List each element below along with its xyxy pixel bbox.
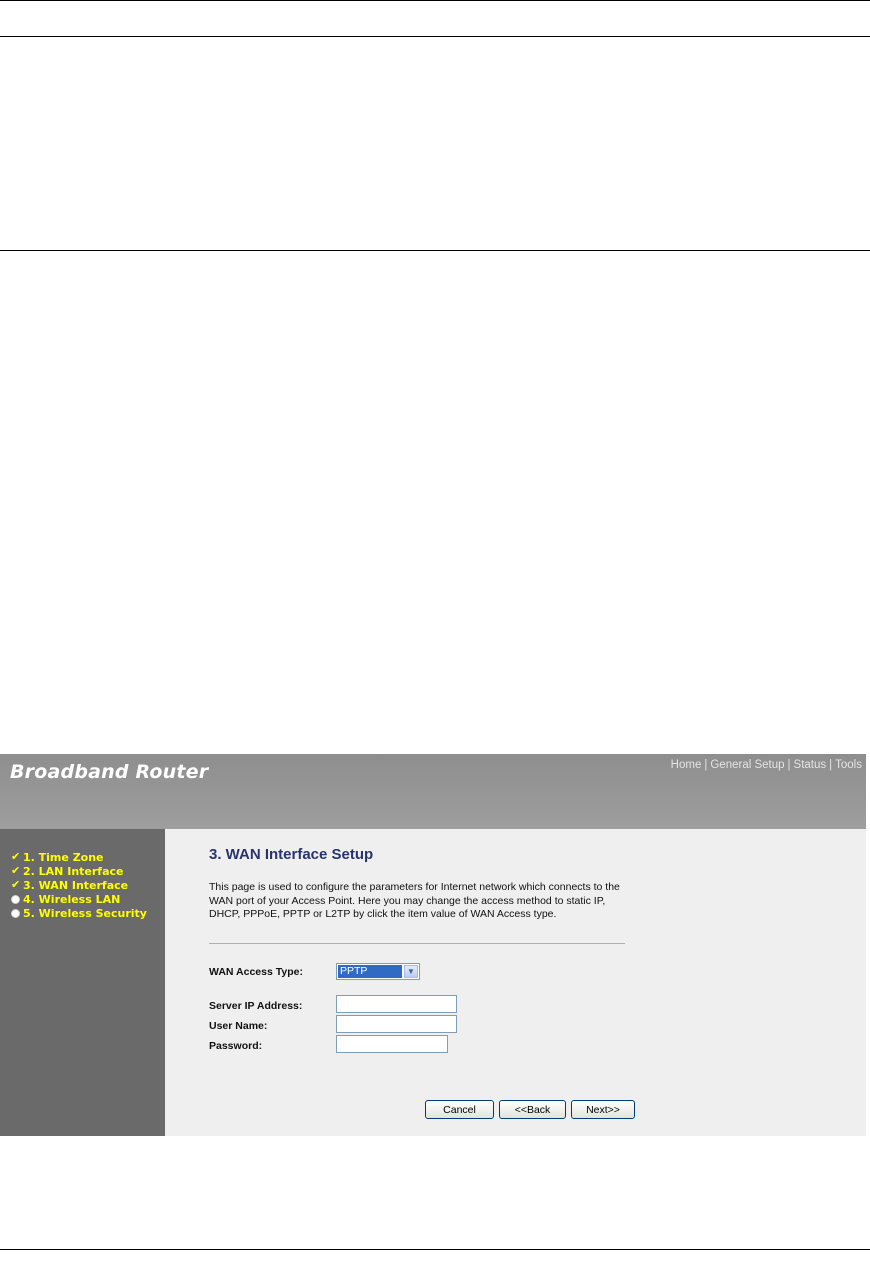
step-label: 1. Time Zone [23,850,104,864]
router-header [0,754,866,829]
main-content [165,829,866,1136]
top-navigation [671,759,862,771]
nav-status-link[interactable]: Status [793,759,827,771]
step-wireless-lan[interactable] [11,892,120,906]
checkmark-icon: ✔ [11,878,21,891]
wan-access-type-value: PPTP [338,965,402,978]
user-name-input[interactable] [336,1015,457,1033]
step-label: 2. LAN Interface [23,864,124,878]
nav-separator: | [704,759,708,771]
chevron-down-icon[interactable]: ▼ [404,965,418,978]
page-description: This page is used to configure the parameters for Internet network which connects to the WAN port of your Access Point. Here you may change the access method to static IP, DHCP, PPPoE, PPTP or L2TP by click the item value of WAN Access type. [209,881,620,920]
top-divider-rule [0,36,870,37]
section-divider [209,943,625,944]
user-name-label: User Name: [209,1020,268,1032]
step-label: 5. Wireless Security [23,906,147,920]
server-ip-label: Server IP Address: [209,1000,303,1012]
step-label: 4. Wireless LAN [23,892,121,906]
bullet-circle-icon [11,895,20,904]
password-label: Password: [209,1040,263,1052]
brand-title: Broadband Router [10,761,209,783]
router-screenshot [0,754,866,1136]
wan-access-type-label: WAN Access Type: [209,966,303,978]
wan-access-type-select[interactable] [336,963,420,980]
step-label: 3. WAN Interface [23,878,129,892]
step-lan-interface[interactable] [11,864,123,878]
nav-separator: | [787,759,791,771]
step-wan-interface[interactable] [11,878,128,892]
page-title: 3. WAN Interface Setup [209,846,374,863]
step-time-zone[interactable] [11,850,104,864]
footer-rule [0,1249,870,1250]
checkmark-icon: ✔ [11,850,21,863]
header-rule [0,0,870,1]
server-ip-input[interactable] [336,995,457,1013]
wizard-sidebar [0,829,165,1136]
cancel-button[interactable]: Cancel [425,1100,494,1119]
mid-divider-rule [0,250,870,251]
nav-tools-link[interactable]: Tools [835,759,862,771]
password-input[interactable] [336,1035,448,1053]
nav-home-link[interactable]: Home [670,759,702,771]
back-button[interactable]: <<Back [499,1100,566,1119]
next-button[interactable]: Next>> [571,1100,635,1119]
bullet-circle-icon [11,909,20,918]
checkmark-icon: ✔ [11,864,21,877]
nav-general-setup-link[interactable]: General Setup [710,759,785,771]
step-wireless-security[interactable] [11,906,147,920]
nav-separator: | [829,759,833,771]
